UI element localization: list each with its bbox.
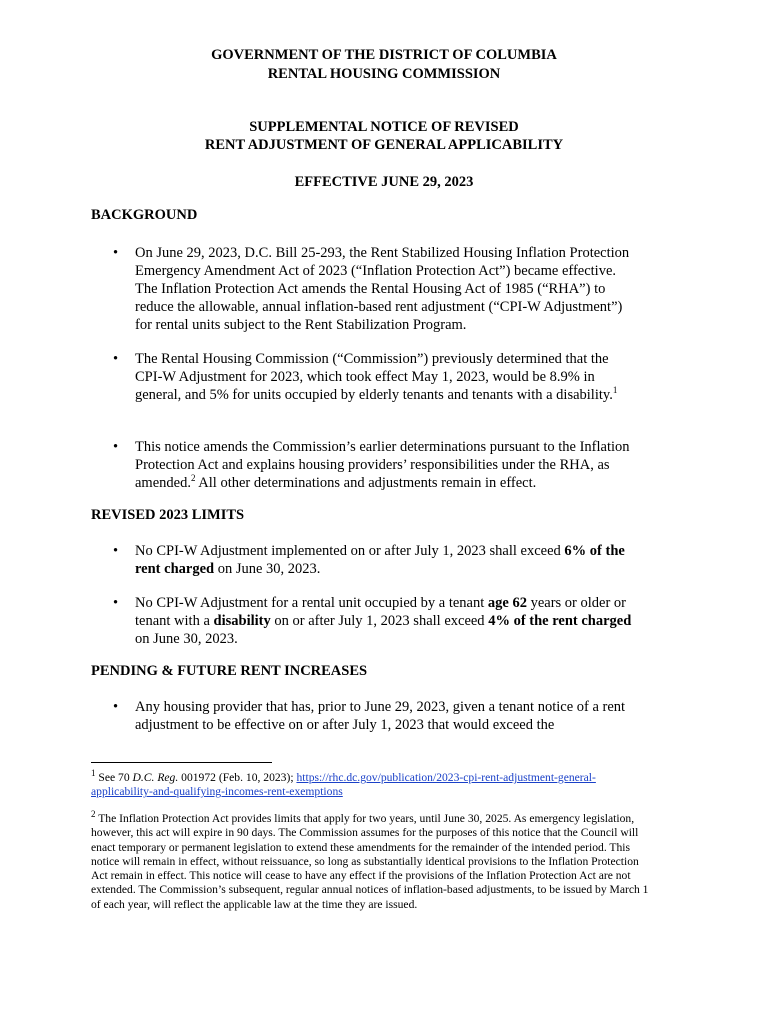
list-item xyxy=(113,698,633,734)
background-bullet-2: The Rental Housing Commission (“Commission”) previously determined that the CPI-W Adjustment for 2023, which took effect May 1, 2023, would be 8.9% in general, and 5% for units occupied by elderly tenants and tenants with a disability.$^1$ xyxy=(135,351,618,403)
bullet-icon: • xyxy=(113,699,119,715)
header-commission: RENTAL HOUSING COMMISSION xyxy=(267,66,501,82)
footnote-divider xyxy=(91,762,272,763)
section-heading-pending: PENDING & FUTURE RENT INCREASES xyxy=(91,663,368,679)
effective-date: EFFECTIVE JUNE 29, 2023 xyxy=(294,174,474,190)
background-bullet-1: On June 29, 2023, D.C. Bill 25-293, the Rent Stabilized Housing Inflation Protection Emergency Amendment Act of 2023 (“Inflation Protection Act”) became effective. The Inflation Protection Act amends the Rental Housing Act of 1985 (“RHA”) to reduce the allowable, annual inflation-based rent adjustment (“CPI-W Adjustment”) for rental units subject to the Rent Stabilization Program. xyxy=(135,245,630,333)
footnote-2: $^2$ The Inflation Protection Act provides limits that apply for two years, until June 30, 2025. As emergency legislation, however, this act will expire in 90 days. The Commission assumes for the purposes of this notice that the Council will enact temporary or permanent legislation to extend these amendments for the remainder of the intended period. This notice will remain in effect, without reissuance, so long as substantially identical provisions to the Inflation Protection Act remain in effect. This notice will cease to have any effect if the provisions of the Inflation Protection Act are not extended. The Commission’s subsequent, regular annual notices of inflation-based adjustments, to be issued by March 1 of each year, will reflect the applicable law at the time they are issued. xyxy=(91,809,649,911)
section-heading-background: BACKGROUND xyxy=(91,207,198,223)
list-item xyxy=(113,542,633,578)
bullet-icon: • xyxy=(113,543,119,559)
footnote-1: $^1$ See 70 D.C. Reg. 001972 (Feb. 10, 2023); https://rhc.dc.gov/publication/2023-cpi-rent-adjustment-general-applicability-and-qualifying-incomes-rent-exemptions xyxy=(91,768,596,799)
bullet-icon: • xyxy=(113,245,119,261)
title-line-2: RENT ADJUSTMENT OF GENERAL APPLICABILITY xyxy=(204,137,564,153)
bullet-icon: • xyxy=(113,439,119,455)
list-item xyxy=(113,350,633,404)
limits-bullet-1: No CPI-W Adjustment implemented on or after July 1, 2023 shall exceed 6% of the rent charged on June 30, 2023. xyxy=(135,543,625,577)
list-item xyxy=(113,594,633,648)
section-heading-revised-limits: REVISED 2023 LIMITS xyxy=(91,507,245,523)
bullet-icon: • xyxy=(113,595,119,611)
background-bullet-3: This notice amends the Commission’s earlier determinations pursuant to the Inflation Protection Act and explains housing providers’ responsibilities under the RHA, as amended.$^2$ All other determinations and adjustments remain in effect. xyxy=(135,439,630,491)
pending-bullet-1: Any housing provider that has, prior to June 29, 2023, given a tenant notice of a rent adjustment to be effective on or after July 1, 2023 that would exceed the xyxy=(135,699,626,733)
footnote-ref-1: 1 xyxy=(612,385,618,396)
list-item xyxy=(113,438,633,492)
header-government: GOVERNMENT OF THE DISTRICT OF COLUMBIA xyxy=(211,47,557,63)
footnote-ref-2: 2 xyxy=(190,473,196,484)
list-item xyxy=(113,244,633,334)
title-line-1: SUPPLEMENTAL NOTICE OF REVISED xyxy=(249,119,519,135)
footnote-1-link[interactable]: https://rhc.dc.gov/publication/2023-cpi-rent-adjustment-general-applicability-and-qualifying-incomes-rent-exemptions xyxy=(91,771,596,799)
bullet-icon: • xyxy=(113,351,119,367)
limits-bullet-2: No CPI-W Adjustment for a rental unit occupied by a tenant age 62 years or older or tenant with a disability on or after July 1, 2023 shall exceed 4% of the rent charged on June 30, 2023. xyxy=(135,595,632,647)
